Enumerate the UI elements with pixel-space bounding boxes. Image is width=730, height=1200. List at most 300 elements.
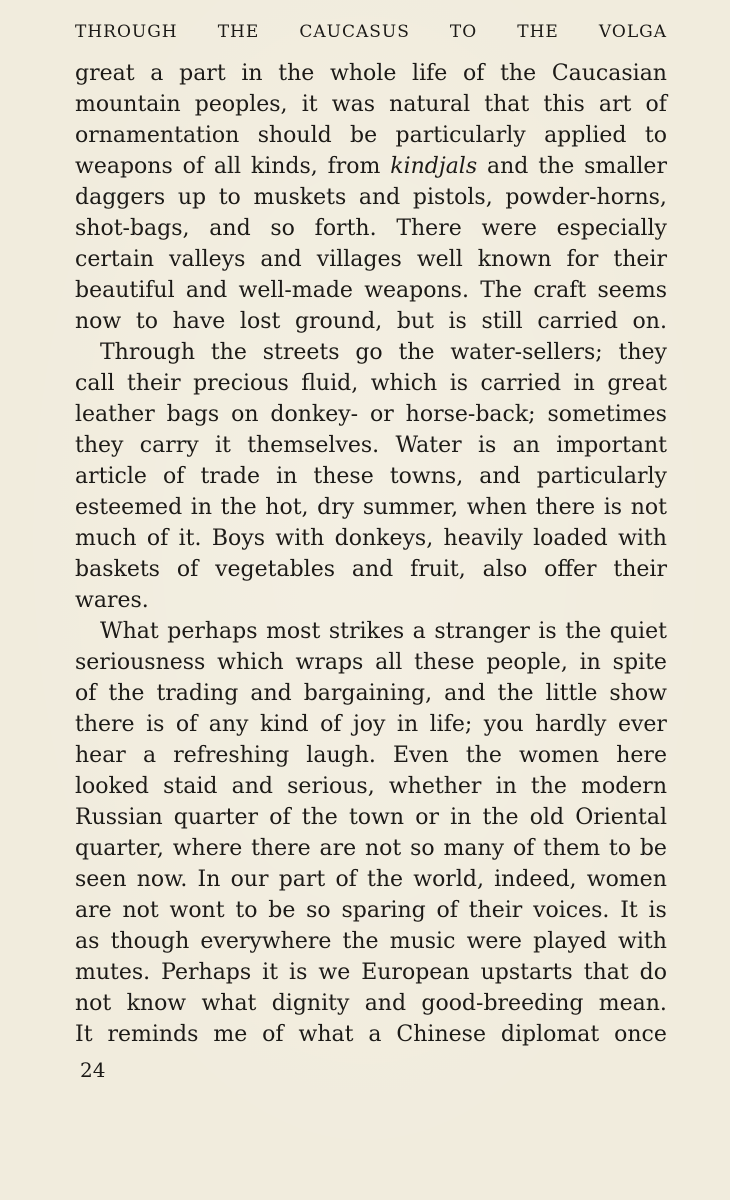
word: be xyxy=(350,123,378,148)
word: leather xyxy=(75,402,155,427)
word: in xyxy=(396,712,419,737)
word: dignity xyxy=(271,991,350,1016)
text-line xyxy=(75,802,667,833)
word: do xyxy=(639,960,667,985)
text-line xyxy=(75,368,667,399)
word: which xyxy=(217,650,284,675)
word: most xyxy=(266,619,321,644)
word: in xyxy=(450,805,472,830)
word: with xyxy=(618,929,667,954)
text-line xyxy=(75,492,667,523)
word: to xyxy=(135,309,158,334)
word: joy xyxy=(352,712,386,737)
word: from xyxy=(327,154,381,179)
word: Oriental xyxy=(575,805,667,830)
text-line xyxy=(75,740,667,771)
word: in xyxy=(579,650,601,675)
word: In xyxy=(197,867,221,892)
word: The xyxy=(480,278,523,303)
word: the xyxy=(538,154,575,179)
word: art xyxy=(598,92,632,117)
word: is xyxy=(448,309,467,334)
word: of xyxy=(436,898,458,923)
word: it xyxy=(215,433,231,458)
word: in xyxy=(495,774,517,799)
word: to xyxy=(644,123,667,148)
word: donkey- xyxy=(270,402,359,427)
word: when xyxy=(466,495,527,520)
word: It xyxy=(620,898,638,923)
word: lost xyxy=(239,309,281,334)
word: also xyxy=(482,557,528,582)
word: themselves. xyxy=(247,433,380,458)
word: the xyxy=(301,805,338,830)
word: music xyxy=(389,929,456,954)
running-head-word: THROUGH xyxy=(75,22,178,42)
word: laugh. xyxy=(306,743,376,768)
word: the xyxy=(278,61,315,86)
word: indeed, xyxy=(494,867,577,892)
text-line xyxy=(75,988,667,1019)
word: women xyxy=(586,867,667,892)
word: important xyxy=(556,433,667,458)
word: staid xyxy=(163,774,218,799)
word: it. xyxy=(178,526,202,551)
word: horse-back; xyxy=(405,402,536,427)
word: be xyxy=(639,836,667,861)
text-line xyxy=(75,523,667,554)
word: that xyxy=(484,92,530,117)
word: of xyxy=(269,805,291,830)
word: seems xyxy=(597,278,667,303)
word: little xyxy=(545,681,598,706)
word: much xyxy=(75,526,137,551)
word: their xyxy=(127,371,181,396)
word: a xyxy=(150,61,164,86)
word: old xyxy=(529,805,565,830)
word: the xyxy=(530,774,567,799)
word: be xyxy=(268,898,296,923)
italic-word: kindjals xyxy=(390,154,478,179)
word: but xyxy=(396,309,434,334)
text-line xyxy=(75,926,667,957)
word: wraps xyxy=(295,650,364,675)
word: wont xyxy=(169,898,225,923)
running-head-word: TO xyxy=(449,22,478,42)
word: now xyxy=(75,309,122,334)
word: here xyxy=(616,743,667,768)
word: show xyxy=(609,681,667,706)
word: all xyxy=(375,650,403,675)
word: they xyxy=(618,340,667,365)
text-line xyxy=(75,244,667,275)
word: which xyxy=(370,371,438,396)
word: ever xyxy=(617,712,667,737)
word: so xyxy=(270,216,295,241)
word: a xyxy=(368,1022,382,1047)
word: for xyxy=(566,247,599,272)
word: seriousness xyxy=(75,650,206,675)
word: a xyxy=(412,619,426,644)
word: in xyxy=(276,464,298,489)
text-line xyxy=(75,337,667,368)
word: is xyxy=(538,619,557,644)
word: the xyxy=(108,681,145,706)
word: hardly xyxy=(535,712,607,737)
word: there xyxy=(251,836,311,861)
word: Russian xyxy=(75,805,163,830)
word: What xyxy=(100,619,159,644)
word: with xyxy=(618,526,667,551)
word: daggers xyxy=(75,185,166,210)
word: of xyxy=(512,836,535,861)
body-text xyxy=(75,58,667,1050)
word: mean. xyxy=(598,991,667,1016)
word: perhaps xyxy=(167,619,258,644)
word: strikes xyxy=(328,619,405,644)
word: of xyxy=(176,557,199,582)
word: were xyxy=(481,216,537,241)
word: have xyxy=(172,309,226,334)
word: weapons xyxy=(75,154,173,179)
word: weapons. xyxy=(364,278,469,303)
word: trading xyxy=(156,681,239,706)
word: the xyxy=(500,61,537,86)
word: great xyxy=(607,371,667,396)
page-number: 24 xyxy=(80,1058,106,1082)
word: part xyxy=(179,61,226,86)
word: and xyxy=(231,774,273,799)
word: diplomat xyxy=(500,1022,600,1047)
word: of xyxy=(75,681,97,706)
word: beautiful xyxy=(75,278,175,303)
word: and xyxy=(364,991,407,1016)
word: carried xyxy=(537,309,618,334)
word: of xyxy=(335,867,357,892)
word: on. xyxy=(632,309,667,334)
word: Water xyxy=(395,433,462,458)
word: our xyxy=(230,867,269,892)
word: is xyxy=(478,433,497,458)
word: and xyxy=(479,464,521,489)
word: is xyxy=(449,371,469,396)
word: Through xyxy=(100,340,196,365)
word: Even xyxy=(393,743,449,768)
word: is xyxy=(289,960,308,985)
word: their xyxy=(613,557,667,582)
text-line xyxy=(75,616,667,647)
word: call xyxy=(75,371,115,396)
word: women xyxy=(518,743,600,768)
word: villages xyxy=(316,247,402,272)
word: there xyxy=(75,712,135,737)
word: them xyxy=(543,836,601,861)
word: go xyxy=(355,340,383,365)
word: in xyxy=(241,61,263,86)
text-line xyxy=(75,275,667,306)
word: voices. xyxy=(533,898,610,923)
word: article xyxy=(75,464,147,489)
word: and xyxy=(260,247,302,272)
word: was xyxy=(331,92,375,117)
word: in xyxy=(190,495,212,520)
word: natural xyxy=(389,92,471,117)
word: the xyxy=(367,867,404,892)
text-line xyxy=(75,647,667,678)
text-line xyxy=(75,58,667,89)
word: there xyxy=(535,495,596,520)
word: refreshing xyxy=(173,743,290,768)
word: to xyxy=(218,185,241,210)
word: and xyxy=(185,278,228,303)
word: ornamentation xyxy=(75,123,240,148)
word: their xyxy=(468,898,523,923)
word: sparing xyxy=(341,898,426,923)
word: precious xyxy=(193,371,289,396)
word: still xyxy=(481,309,523,334)
word: Perhaps xyxy=(161,960,252,985)
word: esteemed xyxy=(75,495,183,520)
word: valleys xyxy=(169,247,246,272)
word: looked xyxy=(75,774,149,799)
word: this xyxy=(543,92,585,117)
word: known xyxy=(477,247,552,272)
word: muskets xyxy=(253,185,347,210)
word: people, xyxy=(486,650,568,675)
word: Boys xyxy=(211,526,266,551)
word: the xyxy=(482,805,519,830)
word: it xyxy=(301,92,318,117)
running-head-word: THE xyxy=(517,22,559,42)
word: were xyxy=(466,929,522,954)
word: and xyxy=(351,557,394,582)
word: quiet xyxy=(609,619,667,644)
word: and xyxy=(209,216,251,241)
word: world, xyxy=(413,867,484,892)
word: well-made xyxy=(238,278,353,303)
word: carried xyxy=(480,371,562,396)
word: up xyxy=(177,185,207,210)
word: played xyxy=(533,929,607,954)
word: so xyxy=(306,898,331,923)
word: great xyxy=(75,61,135,86)
word: mutes. xyxy=(75,960,151,985)
word: kind xyxy=(259,712,309,737)
word: life xyxy=(412,61,448,86)
running-head-word: VOLGA xyxy=(598,22,667,42)
word: me xyxy=(213,1022,248,1047)
word: loaded xyxy=(533,526,608,551)
word: streets xyxy=(262,340,340,365)
word: quarter xyxy=(173,805,259,830)
text-line xyxy=(75,678,667,709)
word: smaller xyxy=(584,154,667,179)
word: kinds, xyxy=(250,154,318,179)
text-line xyxy=(75,213,667,244)
word: of xyxy=(645,92,667,117)
word: water-sellers; xyxy=(450,340,603,365)
word: certain xyxy=(75,247,155,272)
word: what xyxy=(201,991,257,1016)
word: town xyxy=(348,805,405,830)
word: craft xyxy=(533,278,587,303)
running-head-word: THE xyxy=(217,22,260,42)
word: of xyxy=(146,526,169,551)
word: upstarts xyxy=(480,960,573,985)
word: Chinese xyxy=(396,1022,486,1047)
word: powder-horns, xyxy=(505,185,667,210)
text-line xyxy=(75,120,667,151)
word: There xyxy=(396,216,462,241)
word: It xyxy=(75,1022,93,1047)
word: we xyxy=(318,960,351,985)
word: as xyxy=(75,929,100,954)
word: or xyxy=(370,402,394,427)
word: seen xyxy=(75,867,127,892)
word: it xyxy=(262,960,279,985)
word: the xyxy=(220,495,257,520)
word: the xyxy=(565,619,602,644)
word: any xyxy=(208,712,249,737)
word: stranger xyxy=(434,619,530,644)
text-line xyxy=(75,957,667,988)
word: particularly xyxy=(536,464,667,489)
word: and xyxy=(250,681,292,706)
text-line xyxy=(75,182,667,213)
word: modern xyxy=(581,774,667,799)
word: hot, xyxy=(265,495,309,520)
word: the xyxy=(210,340,247,365)
word: fruit, xyxy=(410,557,466,582)
word: well xyxy=(416,247,463,272)
word: hear xyxy=(75,743,126,768)
word: not xyxy=(75,991,112,1016)
word: the xyxy=(398,340,435,365)
word: particularly xyxy=(395,123,526,148)
word: of xyxy=(462,61,485,86)
word: pistols, xyxy=(412,185,493,210)
word: good-breeding xyxy=(421,991,584,1016)
text-line xyxy=(75,461,667,492)
text-line xyxy=(75,89,667,120)
word: the xyxy=(342,929,379,954)
word: they xyxy=(75,433,124,458)
word: not xyxy=(630,495,667,520)
word: especially xyxy=(556,216,667,241)
word: these xyxy=(414,650,475,675)
word: bags xyxy=(166,402,220,427)
word: of xyxy=(262,1022,284,1047)
word: the xyxy=(465,743,502,768)
word: sometimes xyxy=(547,402,667,427)
word: European xyxy=(361,960,470,985)
word: whether xyxy=(388,774,482,799)
word: ground, xyxy=(294,309,383,334)
word: is xyxy=(648,898,667,923)
word: of xyxy=(175,712,198,737)
word: or xyxy=(415,805,439,830)
word: of xyxy=(182,154,204,179)
text-line xyxy=(75,399,667,430)
word: on xyxy=(231,402,259,427)
text-line xyxy=(75,1019,667,1050)
word: is xyxy=(146,712,165,737)
word: summer, xyxy=(362,495,459,520)
word: Caucasian xyxy=(551,61,667,86)
text-line xyxy=(75,430,667,461)
text-line xyxy=(75,895,667,926)
word: towns, xyxy=(389,464,464,489)
word: fluid, xyxy=(301,371,359,396)
word: forth. xyxy=(314,216,377,241)
word: part xyxy=(278,867,326,892)
word: that xyxy=(583,960,629,985)
word: should xyxy=(257,123,332,148)
word: to xyxy=(608,836,631,861)
word: an xyxy=(512,433,540,458)
word: and xyxy=(444,681,486,706)
word: is xyxy=(603,495,623,520)
word: of xyxy=(320,712,342,737)
text-line xyxy=(75,709,667,740)
word: mountain xyxy=(75,92,181,117)
word: all xyxy=(213,154,242,179)
word: carry xyxy=(139,433,199,458)
running-head-word: CAUCASUS xyxy=(299,22,410,42)
word: whole xyxy=(330,61,397,86)
text-line xyxy=(75,306,667,337)
word: of xyxy=(162,464,185,489)
word: so xyxy=(410,836,435,861)
running-head xyxy=(75,21,667,43)
word: where xyxy=(172,836,243,861)
word: life; xyxy=(429,712,473,737)
word: spite xyxy=(612,650,667,675)
text-line xyxy=(75,585,667,616)
word: are xyxy=(75,898,112,923)
word: heavily xyxy=(443,526,523,551)
text-line xyxy=(75,833,667,864)
word: in xyxy=(573,371,595,396)
word: baskets xyxy=(75,557,160,582)
word: quarter, xyxy=(75,836,164,861)
word: now. xyxy=(136,867,188,892)
word: dry xyxy=(317,495,355,520)
text-line xyxy=(75,151,667,182)
word: not xyxy=(122,898,159,923)
word: trade xyxy=(200,464,261,489)
word: their xyxy=(613,247,667,272)
word: applied xyxy=(544,123,627,148)
text-line xyxy=(75,554,667,585)
word: what xyxy=(298,1022,354,1047)
text-line xyxy=(75,771,667,802)
word: vegetables xyxy=(215,557,335,582)
word: bargaining, xyxy=(303,681,433,706)
word: offer xyxy=(544,557,597,582)
word: these xyxy=(313,464,374,489)
word: and xyxy=(358,185,401,210)
word: with xyxy=(275,526,325,551)
word: though xyxy=(110,929,190,954)
word: the xyxy=(497,681,534,706)
word: know xyxy=(126,991,187,1016)
word: to xyxy=(235,898,258,923)
word: peoples, xyxy=(194,92,288,117)
word: not xyxy=(365,836,402,861)
word: once xyxy=(614,1022,667,1047)
word: reminds xyxy=(107,1022,199,1047)
